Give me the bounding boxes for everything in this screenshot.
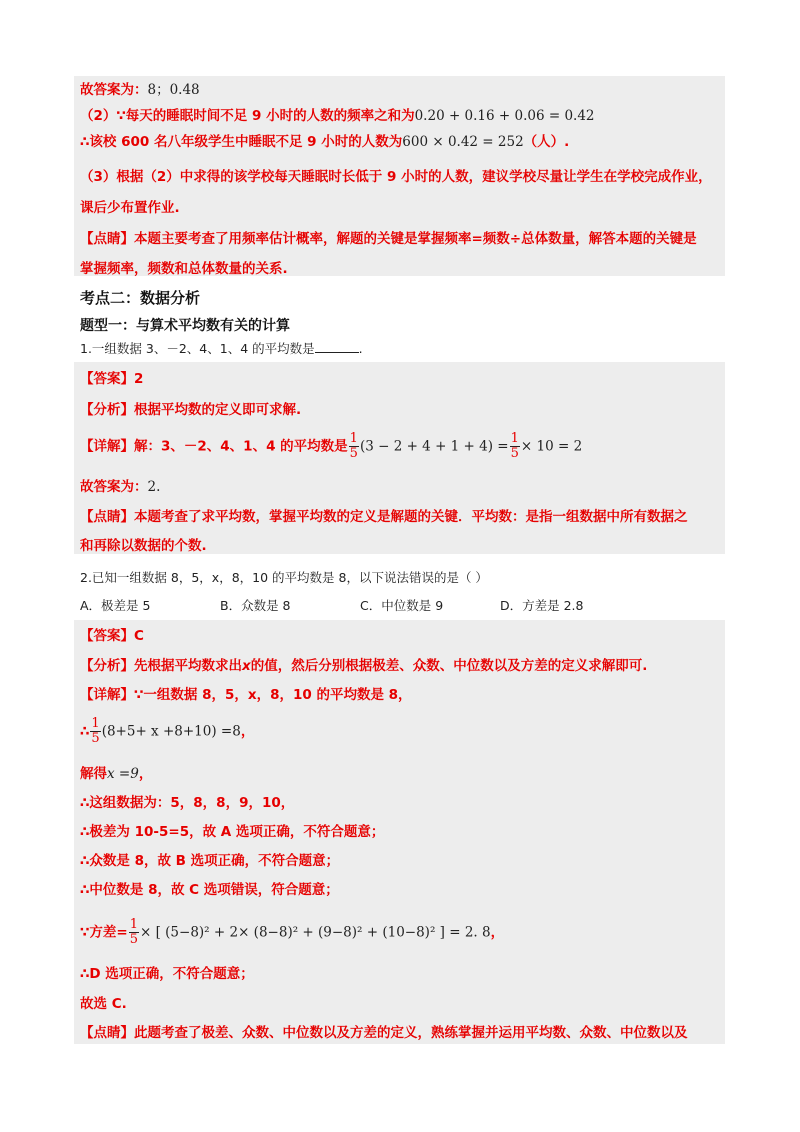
solution-line-5: 课后少布置作业. xyxy=(80,200,180,216)
option-c: C．中位数是 9 xyxy=(360,598,444,613)
q1-note-2: 和再除以数据的个数. xyxy=(80,538,207,554)
q2-step-4: ∴中位数是 8，故 C 选项错误，符合题意； xyxy=(80,882,339,898)
fraction-one-fifth: $\frac{1}{5}$ xyxy=(349,431,358,461)
note-line-2: 掌握频率，频数和总体数量的关系. xyxy=(80,261,288,277)
q1-answer: 【答案】2 xyxy=(80,371,144,387)
q1-analysis: 【分析】根据平均数的定义即可求解. xyxy=(80,402,302,418)
fraction-one-fifth-2: $\frac{1}{5}$ xyxy=(510,431,519,461)
q2-answer: 【答案】C xyxy=(80,628,144,644)
question-2-options xyxy=(80,596,640,616)
q2-step-2: ∴极差为 10-5=5，故 A 选项正确，不符合题意； xyxy=(80,824,385,840)
q2-solve: 解得x =9， xyxy=(80,766,153,782)
q1-final: 故答案为：2. xyxy=(80,479,161,495)
q2-variance: ∵方差= $\frac{1}{5}$ × [ (5−8)² + 2× (8−8)² + (9−8)² + (10−8)² ] = 2. 8， xyxy=(80,917,505,947)
section-heading: 考点二：数据分析 xyxy=(80,289,201,307)
q1-detail: 【详解】解：3、－2、4、1、4 的平均数是 $\frac{1}{5}$ (3 − 2 + 4 + 1 + 4) = $\frac{1}{5}$ × 10 = 2 xyxy=(80,431,583,461)
solution-line-4: （3）根据（2）中求得的该学校每天睡眠时长低于 9 小时的人数，建议学校尽量让学生在学校完成作业， xyxy=(80,169,712,185)
solution-line-2: （2）∵每天的睡眠时间不足 9 小时的人数的频率之和为0.20 + 0.16 + 0.06 = 0.42 xyxy=(80,108,595,124)
math-product: 600 × 0.42 = 252 xyxy=(402,134,524,150)
option-d: D．方差是 2.8 xyxy=(500,598,584,613)
question-2-stem: 2.已知一组数据 8，5，x，8，10 的平均数是 8，以下说法错误的是（ ） xyxy=(80,570,488,585)
fraction-one-fifth-3: $\frac{1}{5}$ xyxy=(91,716,100,746)
note-line-1: 【点睛】本题主要考查了用频率估计概率，解题的关键是掌握频率=频数÷总体数量，解答本题的关键是 xyxy=(80,231,697,247)
math-sum: 0.20 + 0.16 + 0.06 = 0.42 xyxy=(414,108,595,124)
answer-label: 故答案为： xyxy=(80,82,148,98)
q2-analysis: 【分析】先根据平均数求出x的值，然后分别根据极差、众数、中位数以及方差的定义求解即可. xyxy=(80,658,648,674)
subsection-heading: 题型一：与算术平均数有关的计算 xyxy=(80,318,290,334)
q2-equation-1: ∴ $\frac{1}{5}$ (8+5+ x +8+10) =8， xyxy=(80,716,255,746)
q2-step-6: 故选 C. xyxy=(80,996,127,1012)
q1-note-1: 【点睛】本题考查了求平均数，掌握平均数的定义是解题的关键．平均数：是指一组数据中所有数据之 xyxy=(80,509,688,525)
q2-detail: 【详解】∵一组数据 8，5，x，8，10 的平均数是 8， xyxy=(80,687,412,703)
solution-line-3: ∴该校 600 名八年级学生中睡眠不足 9 小时的人数为600 × 0.42 = 252（人）. xyxy=(80,134,570,150)
q2-step-5: ∴D 选项正确，不符合题意； xyxy=(80,966,254,982)
q2-step-1: ∴这组数据为：5，8，8，9，10， xyxy=(80,795,295,811)
question-1-stem: 1.一组数据 3、－2、4、1、4 的平均数是 . xyxy=(80,338,363,359)
answer-blank xyxy=(315,338,359,353)
option-b: B．众数是 8 xyxy=(220,598,291,613)
fraction-one-fifth-4: $\frac{1}{5}$ xyxy=(129,917,138,947)
answer-values: 8；0.48 xyxy=(147,82,200,98)
q2-step-3: ∴众数是 8，故 B 选项正确，不符合题意； xyxy=(80,853,340,869)
q2-note: 【点睛】此题考查了极差、众数、中位数以及方差的定义，熟练掌握并运用平均数、众数、中位数以及 xyxy=(80,1025,688,1041)
answer-line xyxy=(80,80,200,100)
option-a: A．极差是 5 xyxy=(80,598,151,613)
